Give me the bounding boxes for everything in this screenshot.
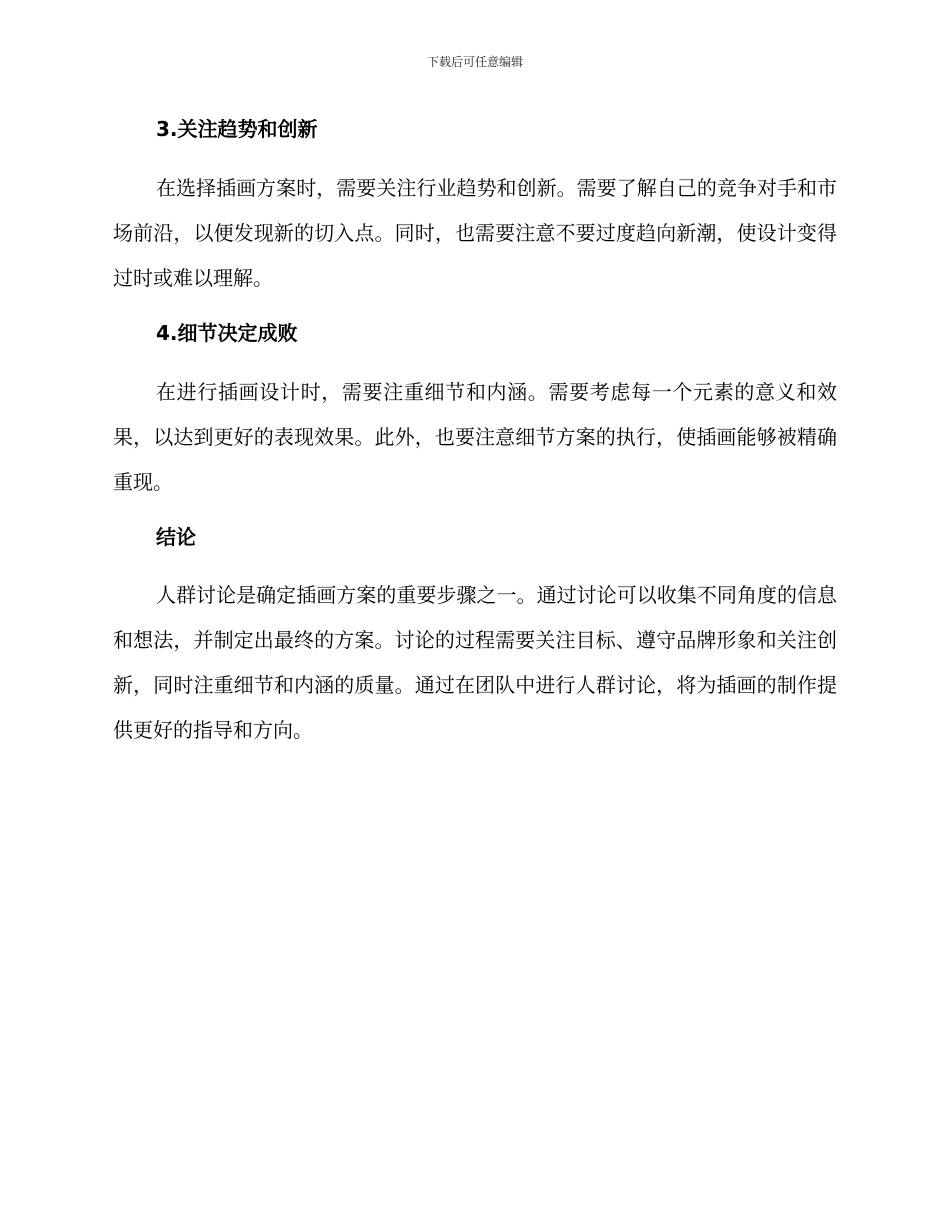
section-paragraph-conclusion: 人群讨论是确定插画方案的重要步骤之一。通过讨论可以收集不同角度的信息和想法，并制定出最终的方案。讨论的过程需要关注目标、遵守品牌形象和关注创新，同时注重细节和内涵的质量。通过在团队中进行人群讨论，将为插画的制作提供更好的指导和方向。 (113, 583, 837, 742)
section-heading-details: 4.细节决定成败 (156, 321, 298, 345)
section-paragraph-trends: 在选择插画方案时，需要关注行业趋势和创新。需要了解自己的竞争对手和市场前沿，以便发现新的切入点。同时，也需要注意不要过度趋向新潮，使设计变得过时或难以理解。 (113, 176, 837, 290)
section-heading-trends: 3.关注趋势和创新 (156, 117, 318, 141)
section-paragraph-details: 在进行插画设计时，需要注重细节和内涵。需要考虑每一个元素的意义和效果，以达到更好的表现效果。此外，也要注意细节方案的执行，使插画能够被精确重现。 (113, 380, 837, 494)
header-note: 下载后可任意编辑 (426, 55, 523, 69)
section-heading-conclusion: 结论 (156, 525, 196, 549)
document-body (113, 112, 837, 753)
